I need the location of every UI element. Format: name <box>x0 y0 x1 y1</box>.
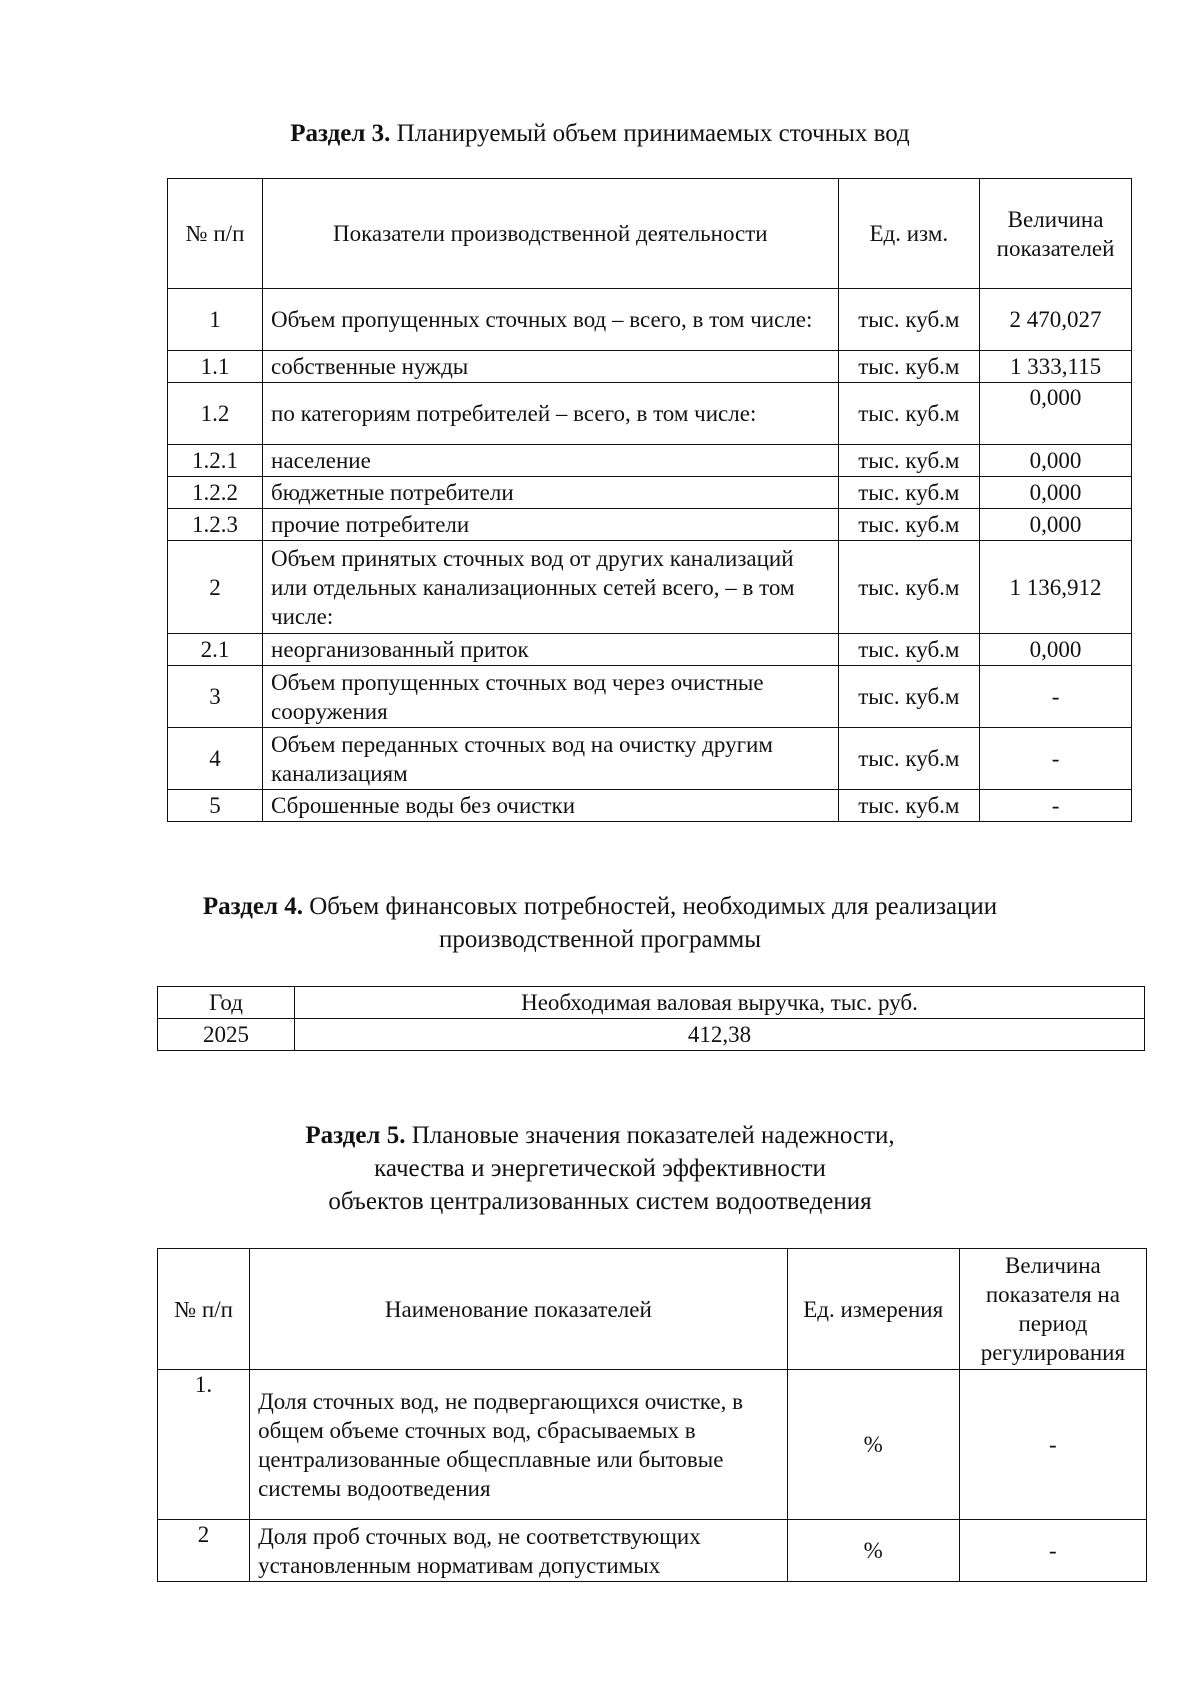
section4-title-bold: Раздел 4. <box>202 893 303 920</box>
section4-title-line2: производственной программы <box>438 926 762 953</box>
section3-table <box>167 178 1132 822</box>
row-value: 1 136,912 <box>980 541 1132 634</box>
table-header-row <box>158 1249 1147 1370</box>
row-num: 1.2.2 <box>168 477 263 509</box>
section3-title-text: Планируемый объем принимаемых сточных вод <box>390 120 910 147</box>
row-value: - <box>959 1370 1146 1520</box>
table-row <box>168 383 1132 445</box>
section4-title-line1 <box>0 890 1200 923</box>
header-year: Год <box>158 987 295 1019</box>
row-unit: тыс. куб.м <box>838 445 980 477</box>
row-value: 0,000 <box>980 509 1132 541</box>
row-num: 4 <box>168 728 263 790</box>
row-num: 3 <box>168 666 263 728</box>
row-name: Сброшенные воды без очистки <box>263 790 839 822</box>
table-row <box>168 728 1132 790</box>
section4-title <box>0 890 1200 956</box>
header-revenue: Необходимая валовая выручка, тыс. руб. <box>295 987 1145 1019</box>
row-num: 1.2.1 <box>168 445 263 477</box>
row-value: 0,000 <box>980 445 1132 477</box>
section5-title-line3: объектов централизованных систем водоотведения <box>328 1188 872 1215</box>
row-num: 1.2 <box>168 383 263 445</box>
row-unit: тыс. куб.м <box>838 289 980 351</box>
row-unit: % <box>787 1370 959 1520</box>
section4-table <box>157 986 1145 1051</box>
row-name: Доля сточных вод, не подвергающихся очистке, в общем объеме сточных вод, сбрасываемых в централизованные общесплавные или бытовые системы водоотведения <box>250 1370 788 1520</box>
table-header-row <box>168 179 1132 289</box>
section3-title <box>0 117 1200 150</box>
header-unit: Ед. изм. <box>838 179 980 289</box>
section5-title-text: Плановые значения показателей надежности, <box>405 1122 895 1149</box>
row-value: 0,000 <box>980 634 1132 666</box>
table-header-row <box>158 987 1145 1019</box>
section5-title-line1 <box>0 1119 1200 1152</box>
row-num: 1. <box>158 1370 250 1520</box>
row-revenue: 412,38 <box>295 1019 1145 1051</box>
row-unit: тыс. куб.м <box>838 666 980 728</box>
row-name: собственные нужды <box>263 351 839 383</box>
row-name: Объем переданных сточных вод на очистку другим канализациям <box>263 728 839 790</box>
table-row <box>168 289 1132 351</box>
row-unit: тыс. куб.м <box>838 383 980 445</box>
table-row <box>168 509 1132 541</box>
row-num: 1.1 <box>168 351 263 383</box>
section3-title-bold: Раздел 3. <box>290 120 391 147</box>
row-name: неорганизованный приток <box>263 634 839 666</box>
row-unit: % <box>787 1520 959 1582</box>
row-year: 2025 <box>158 1019 295 1051</box>
row-unit: тыс. куб.м <box>838 634 980 666</box>
row-unit: тыс. куб.м <box>838 790 980 822</box>
section4-title-text: Объем финансовых потребностей, необходимых для реализации <box>303 893 998 920</box>
row-value: - <box>980 666 1132 728</box>
section5-table <box>157 1248 1147 1582</box>
table-row <box>168 541 1132 634</box>
section5-title-bold: Раздел 5. <box>305 1122 406 1149</box>
row-value: 1 333,115 <box>980 351 1132 383</box>
row-num: 1.2.3 <box>168 509 263 541</box>
row-unit: тыс. куб.м <box>838 351 980 383</box>
section5-title <box>0 1119 1200 1218</box>
row-num: 2 <box>158 1520 250 1582</box>
row-num: 1 <box>168 289 263 351</box>
header-value: Величина показателей <box>980 179 1132 289</box>
table-row <box>158 1520 1147 1582</box>
header-unit: Ед. измерения <box>787 1249 959 1370</box>
row-name: прочие потребители <box>263 509 839 541</box>
row-num: 2.1 <box>168 634 263 666</box>
section5-title-line2: качества и энергетической эффективности <box>374 1155 826 1182</box>
table-row <box>168 634 1132 666</box>
row-value: - <box>980 790 1132 822</box>
table-row <box>168 477 1132 509</box>
header-num: № п/п <box>158 1249 250 1370</box>
header-value: Величина показателя на период регулирования <box>959 1249 1146 1370</box>
table-row <box>168 666 1132 728</box>
table-row <box>168 445 1132 477</box>
table-row <box>168 790 1132 822</box>
row-value: 0,000 <box>980 477 1132 509</box>
row-name: население <box>263 445 839 477</box>
table-row <box>158 1370 1147 1520</box>
header-num: № п/п <box>168 179 263 289</box>
row-name: бюджетные потребители <box>263 477 839 509</box>
row-value: 0,000 <box>980 383 1132 445</box>
row-num: 5 <box>168 790 263 822</box>
row-name: Объем пропущенных сточных вод – всего, в том числе: <box>263 289 839 351</box>
row-num: 2 <box>168 541 263 634</box>
row-name: Объем принятых сточных вод от других канализаций или отдельных канализационных сетей всего, – в том числе: <box>263 541 839 634</box>
row-unit: тыс. куб.м <box>838 509 980 541</box>
row-name: Доля проб сточных вод, не соответствующих установленным нормативам допустимых <box>250 1520 788 1582</box>
row-unit: тыс. куб.м <box>838 477 980 509</box>
header-name: Показатели производственной деятельности <box>263 179 839 289</box>
row-unit: тыс. куб.м <box>838 541 980 634</box>
row-unit: тыс. куб.м <box>838 728 980 790</box>
row-value: - <box>980 728 1132 790</box>
row-value: - <box>959 1520 1146 1582</box>
table-row <box>158 1019 1145 1051</box>
row-name: Объем пропущенных сточных вод через очистные сооружения <box>263 666 839 728</box>
row-value: 2 470,027 <box>980 289 1132 351</box>
header-name: Наименование показателей <box>250 1249 788 1370</box>
table-row <box>168 351 1132 383</box>
row-name: по категориям потребителей – всего, в том числе: <box>263 383 839 445</box>
